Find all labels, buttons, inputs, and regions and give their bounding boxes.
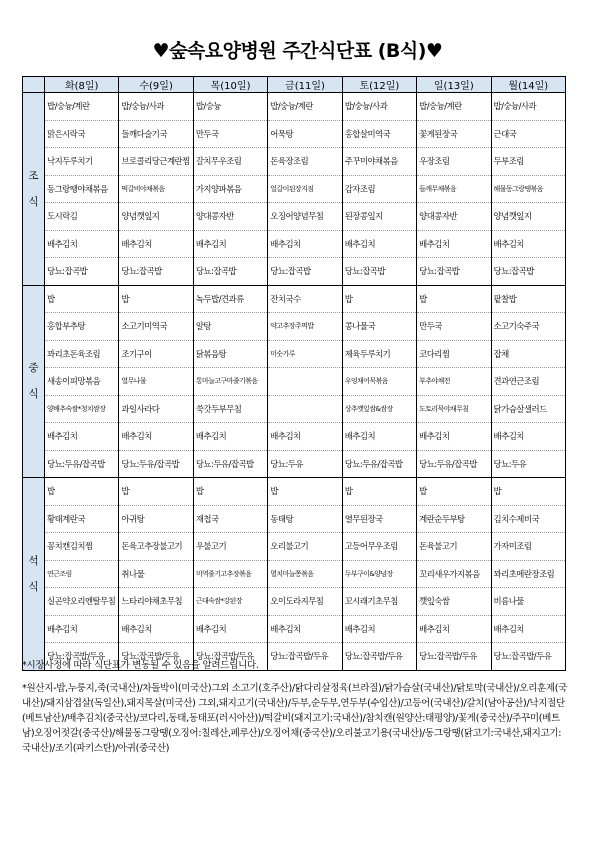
menu-item: 우엉채어묵볶음 [343, 368, 416, 396]
menu-item: 우장조림 [417, 148, 490, 176]
menu-item: 양배추숙쌈*청치쌈장 [45, 396, 118, 424]
menu-item: 열무나물 [119, 368, 192, 396]
menu-item: 알탕 [194, 313, 267, 341]
menu-item: 배추김치 [45, 231, 118, 259]
menu-item: 만두국 [194, 121, 267, 149]
menu-item: 배추김치 [343, 616, 416, 644]
menu-item: 깻잎숙쌈 [417, 588, 490, 616]
menu-item: 도토리묵야채무침 [417, 396, 490, 424]
menu-item: 브로콜리당근계란찜 [119, 148, 192, 176]
menu-item [268, 396, 341, 424]
menu-item: 콩나물국 [343, 313, 416, 341]
meal-label-char: 중 [28, 362, 39, 375]
day-menu-cell [268, 93, 342, 286]
menu-item: 코다리찜 [417, 341, 490, 369]
menu-item: 오이도라지무침 [268, 588, 341, 616]
menu-item: 우불고기 [194, 533, 267, 561]
menu-item: 꽈리초메란장조림 [492, 561, 565, 589]
menu-item: 비름나물 [492, 588, 565, 616]
day-menu-cell [193, 93, 267, 286]
menu-item: 갈치무우조림 [194, 148, 267, 176]
menu-item: 소고기미역국 [119, 313, 192, 341]
menu-item: 배추김치 [268, 423, 341, 451]
menu-item: 밥/숭늉/사과 [343, 93, 416, 121]
menu-item: 배추김치 [194, 616, 267, 644]
menu-item: 동그랑땡야채볶음 [45, 176, 118, 204]
menu-item: 얼갈이된장지짐 [268, 176, 341, 204]
menu-item: 약고추장주먹밥 [268, 313, 341, 341]
menu-item: 배추김치 [119, 423, 192, 451]
menu-item: 양념깻잎지 [492, 203, 565, 231]
menu-item: 멸치마늘쫑볶음 [268, 561, 341, 589]
menu-item: 어묵탕 [268, 121, 341, 149]
menu-item: 돈육장조림 [268, 148, 341, 176]
menu-item: 가자미조림 [492, 533, 565, 561]
meal-row [23, 478, 566, 671]
day-menu-cell [491, 478, 565, 671]
day-header: 수(9일) [119, 77, 193, 93]
day-header: 토(12일) [342, 77, 416, 93]
day-menu-cell [193, 285, 267, 478]
day-header: 화(8일) [45, 77, 119, 93]
menu-item: 가지양파볶음 [194, 176, 267, 204]
menu-item: 홍합살미역국 [343, 121, 416, 149]
menu-item: 밥/숭늉/계란 [417, 93, 490, 121]
meal-label [23, 478, 45, 671]
menu-item: 당뇨:잡곡밥/두유 [419, 651, 477, 662]
menu-item: 배추김치 [268, 231, 341, 259]
menu-item: 꼬시래기초무침 [343, 588, 416, 616]
menu-item: 돈육고추장불고기 [119, 533, 192, 561]
menu-item: 당뇨:두유/잡곡밥 [344, 458, 403, 469]
menu-item: 부추야채전 [417, 368, 490, 396]
day-menu-cell [491, 285, 565, 478]
meal-label [23, 93, 45, 286]
menu-item: 당뇨:잡곡밥 [47, 266, 88, 277]
menu-item: 당뇨:잡곡밥 [195, 266, 237, 277]
menu-item: 당뇨:잡곡밥/두유 [493, 651, 552, 662]
menu-item: 당뇨:두유/잡곡밥 [121, 458, 180, 469]
menu-item: 밥 [343, 478, 416, 506]
menu-item: 미숫가루 [268, 341, 341, 369]
menu-item: 당뇨:두유/잡곡밥 [419, 458, 477, 469]
menu-item: 근대숙쌈*강된장 [194, 588, 267, 616]
menu-item: 주꾸미야채볶음 [343, 148, 416, 176]
menu-item: 홍합부추탕 [45, 313, 118, 341]
menu-item: 배추김치 [417, 231, 490, 259]
menu-item: 두부구이&양념장 [343, 561, 416, 589]
meal-label-char: 식 [28, 580, 39, 593]
menu-item: 떡갈비야채볶음 [119, 176, 192, 204]
page-title: ♥숲속요양병원 주간식단표 (B식)♥ [152, 40, 443, 62]
menu-item: 당뇨:잡곡밥/두유 [121, 651, 180, 662]
menu-item: 해물동그랑땡볶음 [492, 176, 565, 204]
day-menu-cell [342, 93, 416, 286]
menu-item: 밥 [268, 478, 341, 506]
menu-item: 당뇨:잡곡밥/두유 [344, 651, 403, 662]
menu-item: 열무된장국 [343, 506, 416, 534]
day-header: 금(11일) [268, 77, 342, 93]
menu-item: 배추김치 [492, 423, 565, 451]
menu-item: 배추김치 [119, 231, 192, 259]
menu-item: 당뇨:잡곡밥 [121, 266, 162, 277]
menu-item: 돈육불고기 [417, 533, 490, 561]
menu-item: 고등어무우조림 [343, 533, 416, 561]
day-menu-cell [119, 93, 193, 286]
menu-item: 아귀탕 [119, 506, 192, 534]
menu-item: 잡채 [492, 341, 565, 369]
menu-item: 동태탕 [268, 506, 341, 534]
menu-item: 밥/숭늉/계란 [45, 93, 118, 121]
menu-item: 당뇨:두유 [493, 458, 527, 469]
menu-item: 밥/숭늉 [194, 93, 267, 121]
weekly-menu-table [22, 76, 566, 671]
menu-item: 녹두밥/견과류 [194, 286, 267, 314]
day-menu-cell [119, 285, 193, 478]
menu-item: 실곤약오리엔탈무침 [45, 588, 118, 616]
menu-item: 맑은시락국 [45, 121, 118, 149]
day-menu-cell [342, 478, 416, 671]
menu-item: 꽈리초돈육조림 [45, 341, 118, 369]
menu-item: 꽁치캔김치찜 [45, 533, 118, 561]
menu-item: 배추김치 [417, 616, 490, 644]
day-menu-cell [193, 478, 267, 671]
menu-item: 밥 [45, 478, 118, 506]
notes [22, 658, 568, 764]
menu-item: 밥 [119, 478, 192, 506]
origin-notice: *원산지-밥,누룽지,죽(국내산)/차돌박이(미국산)그외 소고기(호주산)/닭다리살정육(브라질)/닭가슴살(국내산)/닭토막(국내산)/오리훈제(국내산)/돼지삼겹살(독일산),돼지목살(미국산) 그외,돼지고기(국내산)/두부,순두부,연두부(수입산)/고등어(국내산)/갈치(남아공산)/낙지절단(베트남산)/배추김치(중국산)/코다리,동태,동태포(러시아산))/떡갈비(돼지고기:국내산)/참치캔(원양산:태평양)/꽃게(중국산)/주꾸미(베트남)오징어젓갈(중국산)/해물동그랑땡(오징어:칠레산,페루산)/오징어채(중국산)/오리불고기용(국내산)/동그랑땡(닭고기:국내산,돼지고기:국내산)/조기(파키스탄)/아귀(중국산) [22, 683, 568, 754]
meal-label-char: 조 [28, 169, 39, 182]
menu-item: 배추김치 [492, 616, 565, 644]
menu-item: 오징어양념무침 [268, 203, 341, 231]
day-menu-cell [417, 285, 491, 478]
menu-item: 배추김치 [343, 231, 416, 259]
menu-item: 오리불고기 [268, 533, 341, 561]
menu-item: 황태계란국 [45, 506, 118, 534]
menu-item: 닭가슴살샐러드 [492, 396, 565, 424]
menu-item: 배추김치 [45, 423, 118, 451]
menu-item: 만두국 [417, 313, 490, 341]
menu-item: 팥찰밥 [492, 286, 565, 314]
menu-item: 소고기숙주국 [492, 313, 565, 341]
menu-item: 당뇨:잡곡밥 [419, 266, 460, 277]
meal-label-char: 식 [28, 388, 39, 401]
meal-row [23, 93, 566, 286]
menu-item: 밥 [417, 478, 490, 506]
menu-item: 도시락김 [45, 203, 118, 231]
menu-item: 감자조림 [343, 176, 416, 204]
menu-item: 새송이피망볶음 [45, 368, 118, 396]
menu-item: 배추김치 [194, 423, 267, 451]
menu-item: 김치수제비국 [492, 506, 565, 534]
menu-item: 밥 [45, 286, 118, 314]
menu-item: 미역줄기고추장볶음 [194, 561, 267, 589]
menu-item: 닭볶음탕 [194, 341, 267, 369]
menu-item: 과일사라다 [119, 396, 192, 424]
menu-item: 배추김치 [492, 231, 565, 259]
day-menu-cell [119, 478, 193, 671]
menu-item: 조기구이 [119, 341, 192, 369]
menu-item: 당뇨:잡곡밥/두유 [195, 651, 254, 662]
menu-item: 당뇨:두유/잡곡밥 [47, 458, 105, 469]
menu-item: 양대콩자반 [417, 203, 490, 231]
menu-item: 밥 [194, 478, 267, 506]
menu-item: 밥 [417, 286, 490, 314]
menu-item: 들깨무채볶음 [417, 176, 490, 204]
corner-cell [23, 77, 45, 93]
menu-item: 두부조림 [492, 148, 565, 176]
day-menu-cell [417, 93, 491, 286]
menu-item: 당뇨:잡곡밥 [270, 266, 311, 277]
menu-item: 밥/숭늉/계란 [268, 93, 341, 121]
menu-item: 배추김치 [45, 616, 118, 644]
menu-item: 배추김치 [343, 423, 416, 451]
day-menu-cell [45, 93, 119, 286]
menu-item: 밥/숭늉/사과 [119, 93, 192, 121]
meal-label [23, 285, 45, 478]
menu-item: 연근조림 [45, 561, 118, 589]
menu-item: 당뇨:잡곡밥/두유 [47, 651, 105, 662]
day-menu-cell [45, 478, 119, 671]
menu-item: 양대콩자반 [194, 203, 267, 231]
menu-item: 낙지두루치기 [45, 148, 118, 176]
menu-item: 당뇨:두유 [270, 458, 303, 469]
menu-item: 당뇨:두유/잡곡밥 [195, 458, 254, 469]
day-menu-cell [45, 285, 119, 478]
day-menu-cell [268, 285, 342, 478]
menu-item: 잔치국수 [268, 286, 341, 314]
menu-item: 제육두루치기 [343, 341, 416, 369]
meal-label-char: 석 [28, 554, 39, 567]
day-header-row [23, 77, 566, 93]
menu-item: 들깨다슬기국 [119, 121, 192, 149]
day-header: 일(13일) [417, 77, 491, 93]
menu-item: 밥 [119, 286, 192, 314]
menu-item: 통마늘고구마줄기볶음 [194, 368, 267, 396]
menu-item [268, 368, 341, 396]
menu-item: 배추김치 [194, 231, 267, 259]
meal-row [23, 285, 566, 478]
meal-label-char: 식 [28, 195, 39, 208]
day-menu-cell [342, 285, 416, 478]
menu-item: 양념깻잎지 [119, 203, 192, 231]
menu-item: 쑥갓두부무침 [194, 396, 267, 424]
menu-item: 견과연근조림 [492, 368, 565, 396]
menu-item: 취나물 [119, 561, 192, 589]
day-header: 월(14일) [491, 77, 565, 93]
day-menu-cell [491, 93, 565, 286]
menu-item: 배추김치 [119, 616, 192, 644]
menu-item: 느타리야채초무침 [119, 588, 192, 616]
menu-item: 당뇨:잡곡밥 [344, 266, 385, 277]
menu-item: 밥 [492, 478, 565, 506]
menu-item: 근대국 [492, 121, 565, 149]
day-header: 목(10일) [193, 77, 267, 93]
day-menu-cell [268, 478, 342, 671]
menu-item: 밥/숭늉/사과 [492, 93, 565, 121]
menu-item: 꽃게된장국 [417, 121, 490, 149]
menu-item: 상추깻잎쌈&쌈장 [343, 396, 416, 424]
menu-item: 된장콩잎지 [343, 203, 416, 231]
menu-item: 꼬리새우가지볶음 [417, 561, 490, 589]
menu-item: 재첩국 [194, 506, 267, 534]
menu-item: 당뇨:잡곡밥/두유 [270, 651, 329, 662]
menu-item: 당뇨:잡곡밥 [493, 266, 534, 277]
menu-change-notice: *시장사정에 따라 식단표가 변동될 수 있음을 알려드립니다. [22, 660, 259, 671]
day-menu-cell [417, 478, 491, 671]
menu-item: 배추김치 [417, 423, 490, 451]
menu-item: 계란순두부탕 [417, 506, 490, 534]
menu-item: 배추김치 [268, 616, 341, 644]
menu-item: 밥 [343, 286, 416, 314]
